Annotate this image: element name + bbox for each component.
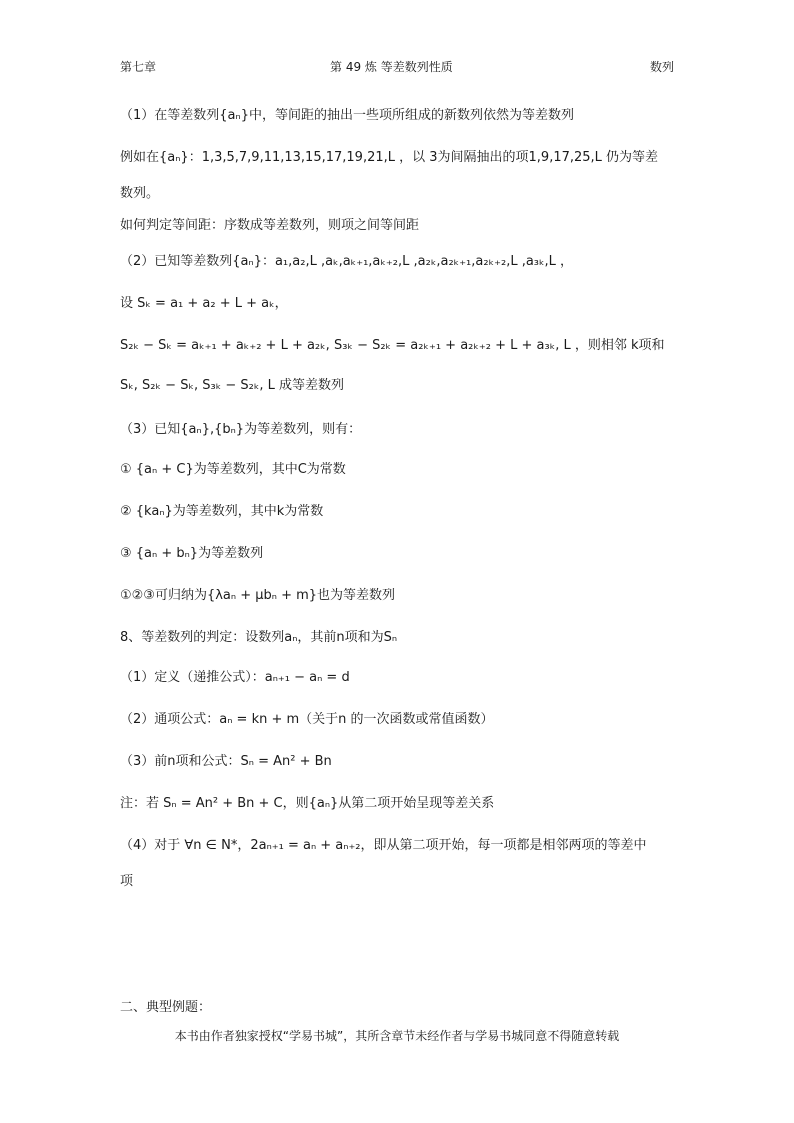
examples-heading: 二、典型例题： [120, 1000, 212, 1015]
criterion-2: （2）通项公式：aₙ = kn + m（关于n 的一次函数或常值函数） [120, 712, 494, 727]
chapter-label: 第七章 [120, 60, 157, 74]
text-line-3: 数列。 [120, 186, 160, 201]
criterion-3: （3）前n项和公式：Sₙ = An² + Bn [120, 754, 332, 769]
text-line-9: （3）已知{aₙ},{bₙ}为等差数列，则有： [120, 422, 362, 437]
text-line-8: Sₖ, S₂ₖ − Sₖ, S₃ₖ − S₂ₖ, L 成等差数列 [120, 378, 345, 393]
text-line-2: 例如在{aₙ}：1,3,5,7,9,11,13,15,17,19,21,L ，以 3为间隔抽出的项1,9,17,25,L 仍为等差 [120, 150, 659, 165]
criterion-4-cont: 项 [120, 874, 134, 889]
text-line-1: （1）在等差数列{aₙ}中，等间距的抽出一些项所组成的新数列依然为等差数列 [120, 108, 574, 123]
property-item-3: ③ {aₙ + bₙ}为等差数列 [120, 546, 264, 561]
criterion-4: （4）对于 ∀n ∈ N*，2aₙ₊₁ = aₙ + aₙ₊₂，即从第二项开始，每一项都是相邻两项的等差中 [120, 838, 647, 853]
property-item-1: ① {aₙ + C}为等差数列，其中C为常数 [120, 462, 346, 477]
property-item-2: ② {kaₙ}为等差数列，其中k为常数 [120, 504, 324, 519]
criterion-1: （1）定义（递推公式）：aₙ₊₁ − aₙ = d [120, 670, 350, 685]
note-line: 注：若 Sₙ = An² + Bn + C，则{aₙ}从第二项开始呈现等差关系 [120, 796, 495, 811]
topic-label: 数列 [650, 60, 675, 74]
section-title: 第 49 炼 等差数列性质 [330, 60, 453, 74]
page-header [0, 58, 794, 78]
text-line-4: 如何判定等间距：序数成等差数列，则项之间等间距 [120, 218, 420, 233]
section-heading-8: 8、等差数列的判定：设数列aₙ，其前n项和为Sₙ [120, 630, 398, 645]
text-line-5: （2）已知等差数列{aₙ}：a₁,a₂,L ,aₖ,aₖ₊₁,aₖ₊₂,L ,a₂ₖ,a₂ₖ₊₁,a₂ₖ₊₂,L ,a₃ₖ,L ， [120, 254, 574, 269]
text-line-6: 设 Sₖ = a₁ + a₂ + L + aₖ， [120, 296, 288, 311]
property-summary: ①②③可归纳为{λaₙ + μbₙ + m}也为等差数列 [120, 588, 396, 603]
text-line-7: S₂ₖ − Sₖ = aₖ₊₁ + aₖ₊₂ + L + a₂ₖ, S₃ₖ − S₂ₖ = a₂ₖ₊₁ + a₂ₖ₊₂ + L + a₃ₖ, L ，则相邻 k项和 [120, 338, 665, 353]
copyright-footer: 本书由作者独家授权“学易书城”，其所含章节未经作者与学易书城同意不得随意转载 [174, 1029, 620, 1043]
